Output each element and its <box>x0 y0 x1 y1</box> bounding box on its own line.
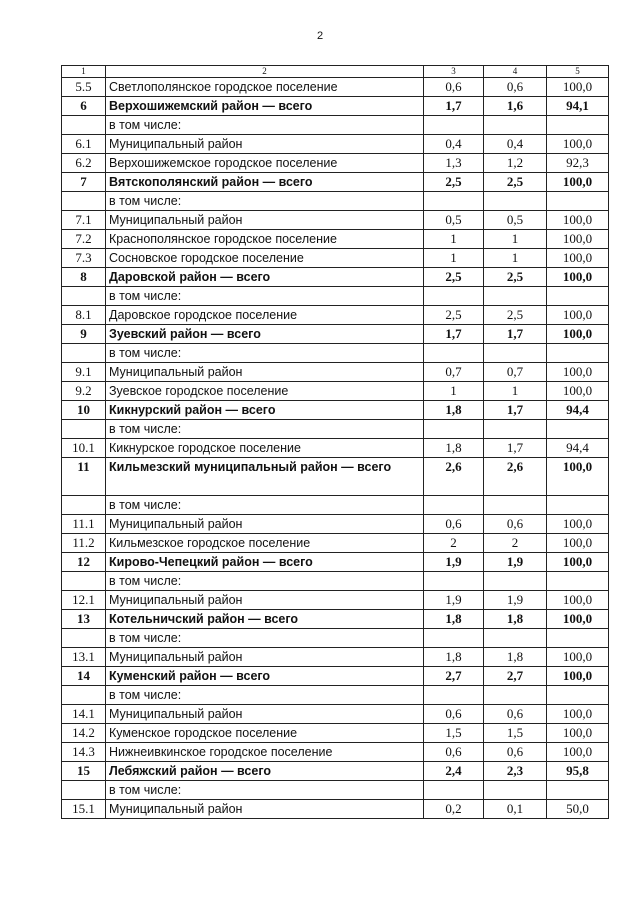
value-cell-col5: 100,0 <box>547 249 609 268</box>
table-row <box>62 724 609 743</box>
row-name-cell: Даровское городское поселение <box>106 306 424 325</box>
value-cell-col3 <box>424 344 484 363</box>
value-cell-col4: 1,9 <box>484 553 547 572</box>
value-cell-col3 <box>424 572 484 591</box>
value-cell-col3: 1,3 <box>424 154 484 173</box>
value-cell-col5 <box>547 781 609 800</box>
row-name-cell: Краснополянское городское поселение <box>106 230 424 249</box>
value-cell-col3: 0,6 <box>424 705 484 724</box>
table-row <box>62 401 609 420</box>
value-cell-col3: 2,6 <box>424 458 484 496</box>
row-number-cell: 9 <box>62 325 106 344</box>
table-row <box>62 705 609 724</box>
value-cell-col3 <box>424 686 484 705</box>
table-row <box>62 249 609 268</box>
table-row <box>62 230 609 249</box>
row-number-cell <box>62 629 106 648</box>
value-cell-col5: 100,0 <box>547 306 609 325</box>
table-row <box>62 116 609 135</box>
value-cell-col5: 100,0 <box>547 211 609 230</box>
row-number-cell: 13.1 <box>62 648 106 667</box>
value-cell-col3: 1,7 <box>424 97 484 116</box>
value-cell-col3: 1,9 <box>424 553 484 572</box>
value-cell-col3: 2,4 <box>424 762 484 781</box>
row-number-cell: 14.1 <box>62 705 106 724</box>
value-cell-col5: 100,0 <box>547 724 609 743</box>
table-row <box>62 553 609 572</box>
row-name-cell: Сосновское городское поселение <box>106 249 424 268</box>
value-cell-col5: 100,0 <box>547 173 609 192</box>
value-cell-col4 <box>484 116 547 135</box>
row-name-cell: Куменский район — всего <box>106 667 424 686</box>
value-cell-col3: 1,9 <box>424 591 484 610</box>
value-cell-col4: 0,1 <box>484 800 547 819</box>
table-row <box>62 515 609 534</box>
value-cell-col4: 0,4 <box>484 135 547 154</box>
value-cell-col5: 100,0 <box>547 382 609 401</box>
value-cell-col3 <box>424 629 484 648</box>
row-number-cell: 15.1 <box>62 800 106 819</box>
value-cell-col4: 1,7 <box>484 439 547 458</box>
value-cell-col4: 1,6 <box>484 97 547 116</box>
value-cell-col4: 2,5 <box>484 268 547 287</box>
value-cell-col4: 1,7 <box>484 325 547 344</box>
row-number-cell: 9.2 <box>62 382 106 401</box>
value-cell-col3: 0,6 <box>424 515 484 534</box>
row-number-cell: 10 <box>62 401 106 420</box>
value-cell-col4: 0,6 <box>484 78 547 97</box>
value-cell-col4: 2,6 <box>484 458 547 496</box>
value-cell-col3: 0,6 <box>424 743 484 762</box>
value-cell-col3: 0,5 <box>424 211 484 230</box>
value-cell-col4: 1,8 <box>484 610 547 629</box>
row-name-cell: Верхошижемское городское поселение <box>106 154 424 173</box>
value-cell-col5: 100,0 <box>547 78 609 97</box>
row-number-cell <box>62 287 106 306</box>
row-number-cell: 14 <box>62 667 106 686</box>
value-cell-col4: 0,6 <box>484 705 547 724</box>
column-header: 3 <box>424 66 484 78</box>
value-cell-col4 <box>484 287 547 306</box>
value-cell-col5: 100,0 <box>547 648 609 667</box>
value-cell-col4 <box>484 192 547 211</box>
value-cell-col3: 2,7 <box>424 667 484 686</box>
row-number-cell: 6.1 <box>62 135 106 154</box>
value-cell-col4: 1 <box>484 249 547 268</box>
page-number: 2 <box>316 30 324 42</box>
row-name-cell: Куменское городское поселение <box>106 724 424 743</box>
row-number-cell <box>62 344 106 363</box>
value-cell-col5 <box>547 116 609 135</box>
row-number-cell: 8 <box>62 268 106 287</box>
value-cell-col4: 2,7 <box>484 667 547 686</box>
value-cell-col5: 100,0 <box>547 667 609 686</box>
row-name-cell: Зуевское городское поселение <box>106 382 424 401</box>
row-number-cell: 11 <box>62 458 106 496</box>
value-cell-col3: 2,5 <box>424 173 484 192</box>
table-row <box>62 306 609 325</box>
table-row <box>62 496 609 515</box>
row-name-cell: в том числе: <box>106 496 424 515</box>
table-row <box>62 439 609 458</box>
value-cell-col3: 0,7 <box>424 363 484 382</box>
row-number-cell <box>62 496 106 515</box>
row-number-cell <box>62 116 106 135</box>
table-row <box>62 287 609 306</box>
value-cell-col5: 100,0 <box>547 515 609 534</box>
value-cell-col4: 0,6 <box>484 743 547 762</box>
value-cell-col4 <box>484 420 547 439</box>
value-cell-col4: 2 <box>484 534 547 553</box>
value-cell-col5: 100,0 <box>547 610 609 629</box>
value-cell-col3: 1,7 <box>424 325 484 344</box>
table-row <box>62 629 609 648</box>
table-row <box>62 325 609 344</box>
row-name-cell: Вятскополянский район — всего <box>106 173 424 192</box>
value-cell-col5 <box>547 629 609 648</box>
column-header: 1 <box>62 66 106 78</box>
value-cell-col5: 100,0 <box>547 705 609 724</box>
row-name-cell: Муниципальный район <box>106 648 424 667</box>
row-name-cell: Даровской район — всего <box>106 268 424 287</box>
value-cell-col4: 2,5 <box>484 306 547 325</box>
value-cell-col4 <box>484 496 547 515</box>
value-cell-col3: 2 <box>424 534 484 553</box>
value-cell-col4: 1,7 <box>484 401 547 420</box>
row-number-cell: 15 <box>62 762 106 781</box>
row-name-cell: Зуевский район — всего <box>106 325 424 344</box>
row-name-cell: Муниципальный район <box>106 591 424 610</box>
value-cell-col4: 1,8 <box>484 648 547 667</box>
value-cell-col3: 0,2 <box>424 800 484 819</box>
value-cell-col4: 0,6 <box>484 515 547 534</box>
row-name-cell: в том числе: <box>106 781 424 800</box>
row-number-cell: 11.2 <box>62 534 106 553</box>
value-cell-col3: 0,6 <box>424 78 484 97</box>
value-cell-col3: 2,5 <box>424 268 484 287</box>
value-cell-col3: 1 <box>424 249 484 268</box>
row-number-cell: 5.5 <box>62 78 106 97</box>
row-name-cell: в том числе: <box>106 116 424 135</box>
table-row <box>62 344 609 363</box>
table-row <box>62 268 609 287</box>
value-cell-col4 <box>484 344 547 363</box>
column-header: 2 <box>106 66 424 78</box>
row-number-cell: 12 <box>62 553 106 572</box>
row-number-cell <box>62 572 106 591</box>
table-row <box>62 154 609 173</box>
value-cell-col5 <box>547 192 609 211</box>
table-row <box>62 572 609 591</box>
row-number-cell <box>62 192 106 211</box>
value-cell-col5: 94,4 <box>547 439 609 458</box>
table-row <box>62 78 609 97</box>
value-cell-col5: 94,4 <box>547 401 609 420</box>
row-number-cell <box>62 781 106 800</box>
table-row <box>62 192 609 211</box>
value-cell-col4 <box>484 686 547 705</box>
value-cell-col3: 1,5 <box>424 724 484 743</box>
row-number-cell <box>62 420 106 439</box>
value-cell-col3: 1,8 <box>424 610 484 629</box>
table-row <box>62 420 609 439</box>
value-cell-col5: 100,0 <box>547 534 609 553</box>
row-number-cell: 11.1 <box>62 515 106 534</box>
row-number-cell: 9.1 <box>62 363 106 382</box>
table-row <box>62 211 609 230</box>
value-cell-col5: 100,0 <box>547 553 609 572</box>
value-cell-col5 <box>547 420 609 439</box>
value-cell-col3: 0,4 <box>424 135 484 154</box>
table-row <box>62 648 609 667</box>
row-number-cell: 7.2 <box>62 230 106 249</box>
table-row <box>62 743 609 762</box>
table-row <box>62 534 609 553</box>
row-number-cell: 13 <box>62 610 106 629</box>
value-cell-col5: 100,0 <box>547 363 609 382</box>
value-cell-col3: 2,5 <box>424 306 484 325</box>
value-cell-col3 <box>424 496 484 515</box>
value-cell-col4: 1,2 <box>484 154 547 173</box>
row-name-cell: в том числе: <box>106 287 424 306</box>
value-cell-col5: 100,0 <box>547 458 609 496</box>
value-cell-col5 <box>547 344 609 363</box>
row-name-cell: Лебяжский район — всего <box>106 762 424 781</box>
row-name-cell: Муниципальный район <box>106 515 424 534</box>
value-cell-col5 <box>547 287 609 306</box>
row-number-cell: 14.2 <box>62 724 106 743</box>
row-number-cell: 7.1 <box>62 211 106 230</box>
value-cell-col3: 1 <box>424 230 484 249</box>
value-cell-col4: 1,9 <box>484 591 547 610</box>
table-row <box>62 363 609 382</box>
value-cell-col5: 100,0 <box>547 268 609 287</box>
table-row <box>62 458 609 496</box>
value-cell-col5: 94,1 <box>547 97 609 116</box>
row-name-cell: в том числе: <box>106 572 424 591</box>
table-row <box>62 382 609 401</box>
table-row <box>62 762 609 781</box>
value-cell-col5: 50,0 <box>547 800 609 819</box>
value-cell-col3 <box>424 116 484 135</box>
row-name-cell: Светлополянское городское поселение <box>106 78 424 97</box>
row-number-cell: 14.3 <box>62 743 106 762</box>
row-name-cell: в том числе: <box>106 629 424 648</box>
table-row <box>62 667 609 686</box>
row-name-cell: Кикнурское городское поселение <box>106 439 424 458</box>
value-cell-col3 <box>424 192 484 211</box>
row-name-cell: в том числе: <box>106 192 424 211</box>
table-row <box>62 610 609 629</box>
value-cell-col3 <box>424 287 484 306</box>
row-name-cell: Котельничский район — всего <box>106 610 424 629</box>
value-cell-col3: 1,8 <box>424 401 484 420</box>
row-name-cell: Кикнурский район — всего <box>106 401 424 420</box>
value-cell-col3: 1,8 <box>424 439 484 458</box>
row-number-cell: 12.1 <box>62 591 106 610</box>
value-cell-col5: 100,0 <box>547 135 609 154</box>
value-cell-col4 <box>484 781 547 800</box>
column-header: 4 <box>484 66 547 78</box>
row-name-cell: Верхошижемский район — всего <box>106 97 424 116</box>
value-cell-col3: 1 <box>424 382 484 401</box>
row-number-cell: 7 <box>62 173 106 192</box>
value-cell-col5: 100,0 <box>547 325 609 344</box>
value-cell-col4: 1 <box>484 382 547 401</box>
column-header: 5 <box>547 66 609 78</box>
value-cell-col5: 100,0 <box>547 230 609 249</box>
row-number-cell <box>62 686 106 705</box>
value-cell-col4: 2,3 <box>484 762 547 781</box>
value-cell-col3: 1,8 <box>424 648 484 667</box>
table-row <box>62 800 609 819</box>
row-number-cell: 8.1 <box>62 306 106 325</box>
table-row <box>62 173 609 192</box>
value-cell-col5: 92,3 <box>547 154 609 173</box>
table-row <box>62 591 609 610</box>
value-cell-col4: 0,5 <box>484 211 547 230</box>
row-name-cell: в том числе: <box>106 344 424 363</box>
value-cell-col5: 100,0 <box>547 591 609 610</box>
row-name-cell: Муниципальный район <box>106 800 424 819</box>
row-name-cell: Нижнеивкинское городское поселение <box>106 743 424 762</box>
value-cell-col4: 1 <box>484 230 547 249</box>
row-name-cell: Муниципальный район <box>106 705 424 724</box>
value-cell-col4 <box>484 629 547 648</box>
row-name-cell: в том числе: <box>106 686 424 705</box>
value-cell-col5: 100,0 <box>547 743 609 762</box>
row-number-cell: 7.3 <box>62 249 106 268</box>
value-cell-col4: 0,7 <box>484 363 547 382</box>
row-name-cell: Муниципальный район <box>106 211 424 230</box>
row-name-cell: Кильмезское городское поселение <box>106 534 424 553</box>
data-table <box>61 65 609 819</box>
table-row <box>62 781 609 800</box>
row-name-cell: Муниципальный район <box>106 135 424 154</box>
row-number-cell: 6 <box>62 97 106 116</box>
table-row <box>62 97 609 116</box>
row-name-cell: Кирово-Чепецкий район — всего <box>106 553 424 572</box>
value-cell-col5 <box>547 686 609 705</box>
value-cell-col5 <box>547 496 609 515</box>
value-cell-col5 <box>547 572 609 591</box>
row-name-cell: Муниципальный район <box>106 363 424 382</box>
value-cell-col4: 1,5 <box>484 724 547 743</box>
row-number-cell: 6.2 <box>62 154 106 173</box>
table-row <box>62 686 609 705</box>
row-number-cell: 10.1 <box>62 439 106 458</box>
value-cell-col3 <box>424 420 484 439</box>
value-cell-col4: 2,5 <box>484 173 547 192</box>
table-header-row <box>62 66 609 78</box>
row-name-cell: в том числе: <box>106 420 424 439</box>
value-cell-col3 <box>424 781 484 800</box>
value-cell-col4 <box>484 572 547 591</box>
table-row <box>62 135 609 154</box>
row-name-cell: Кильмезский муниципальный район — всего <box>106 458 424 496</box>
value-cell-col5: 95,8 <box>547 762 609 781</box>
